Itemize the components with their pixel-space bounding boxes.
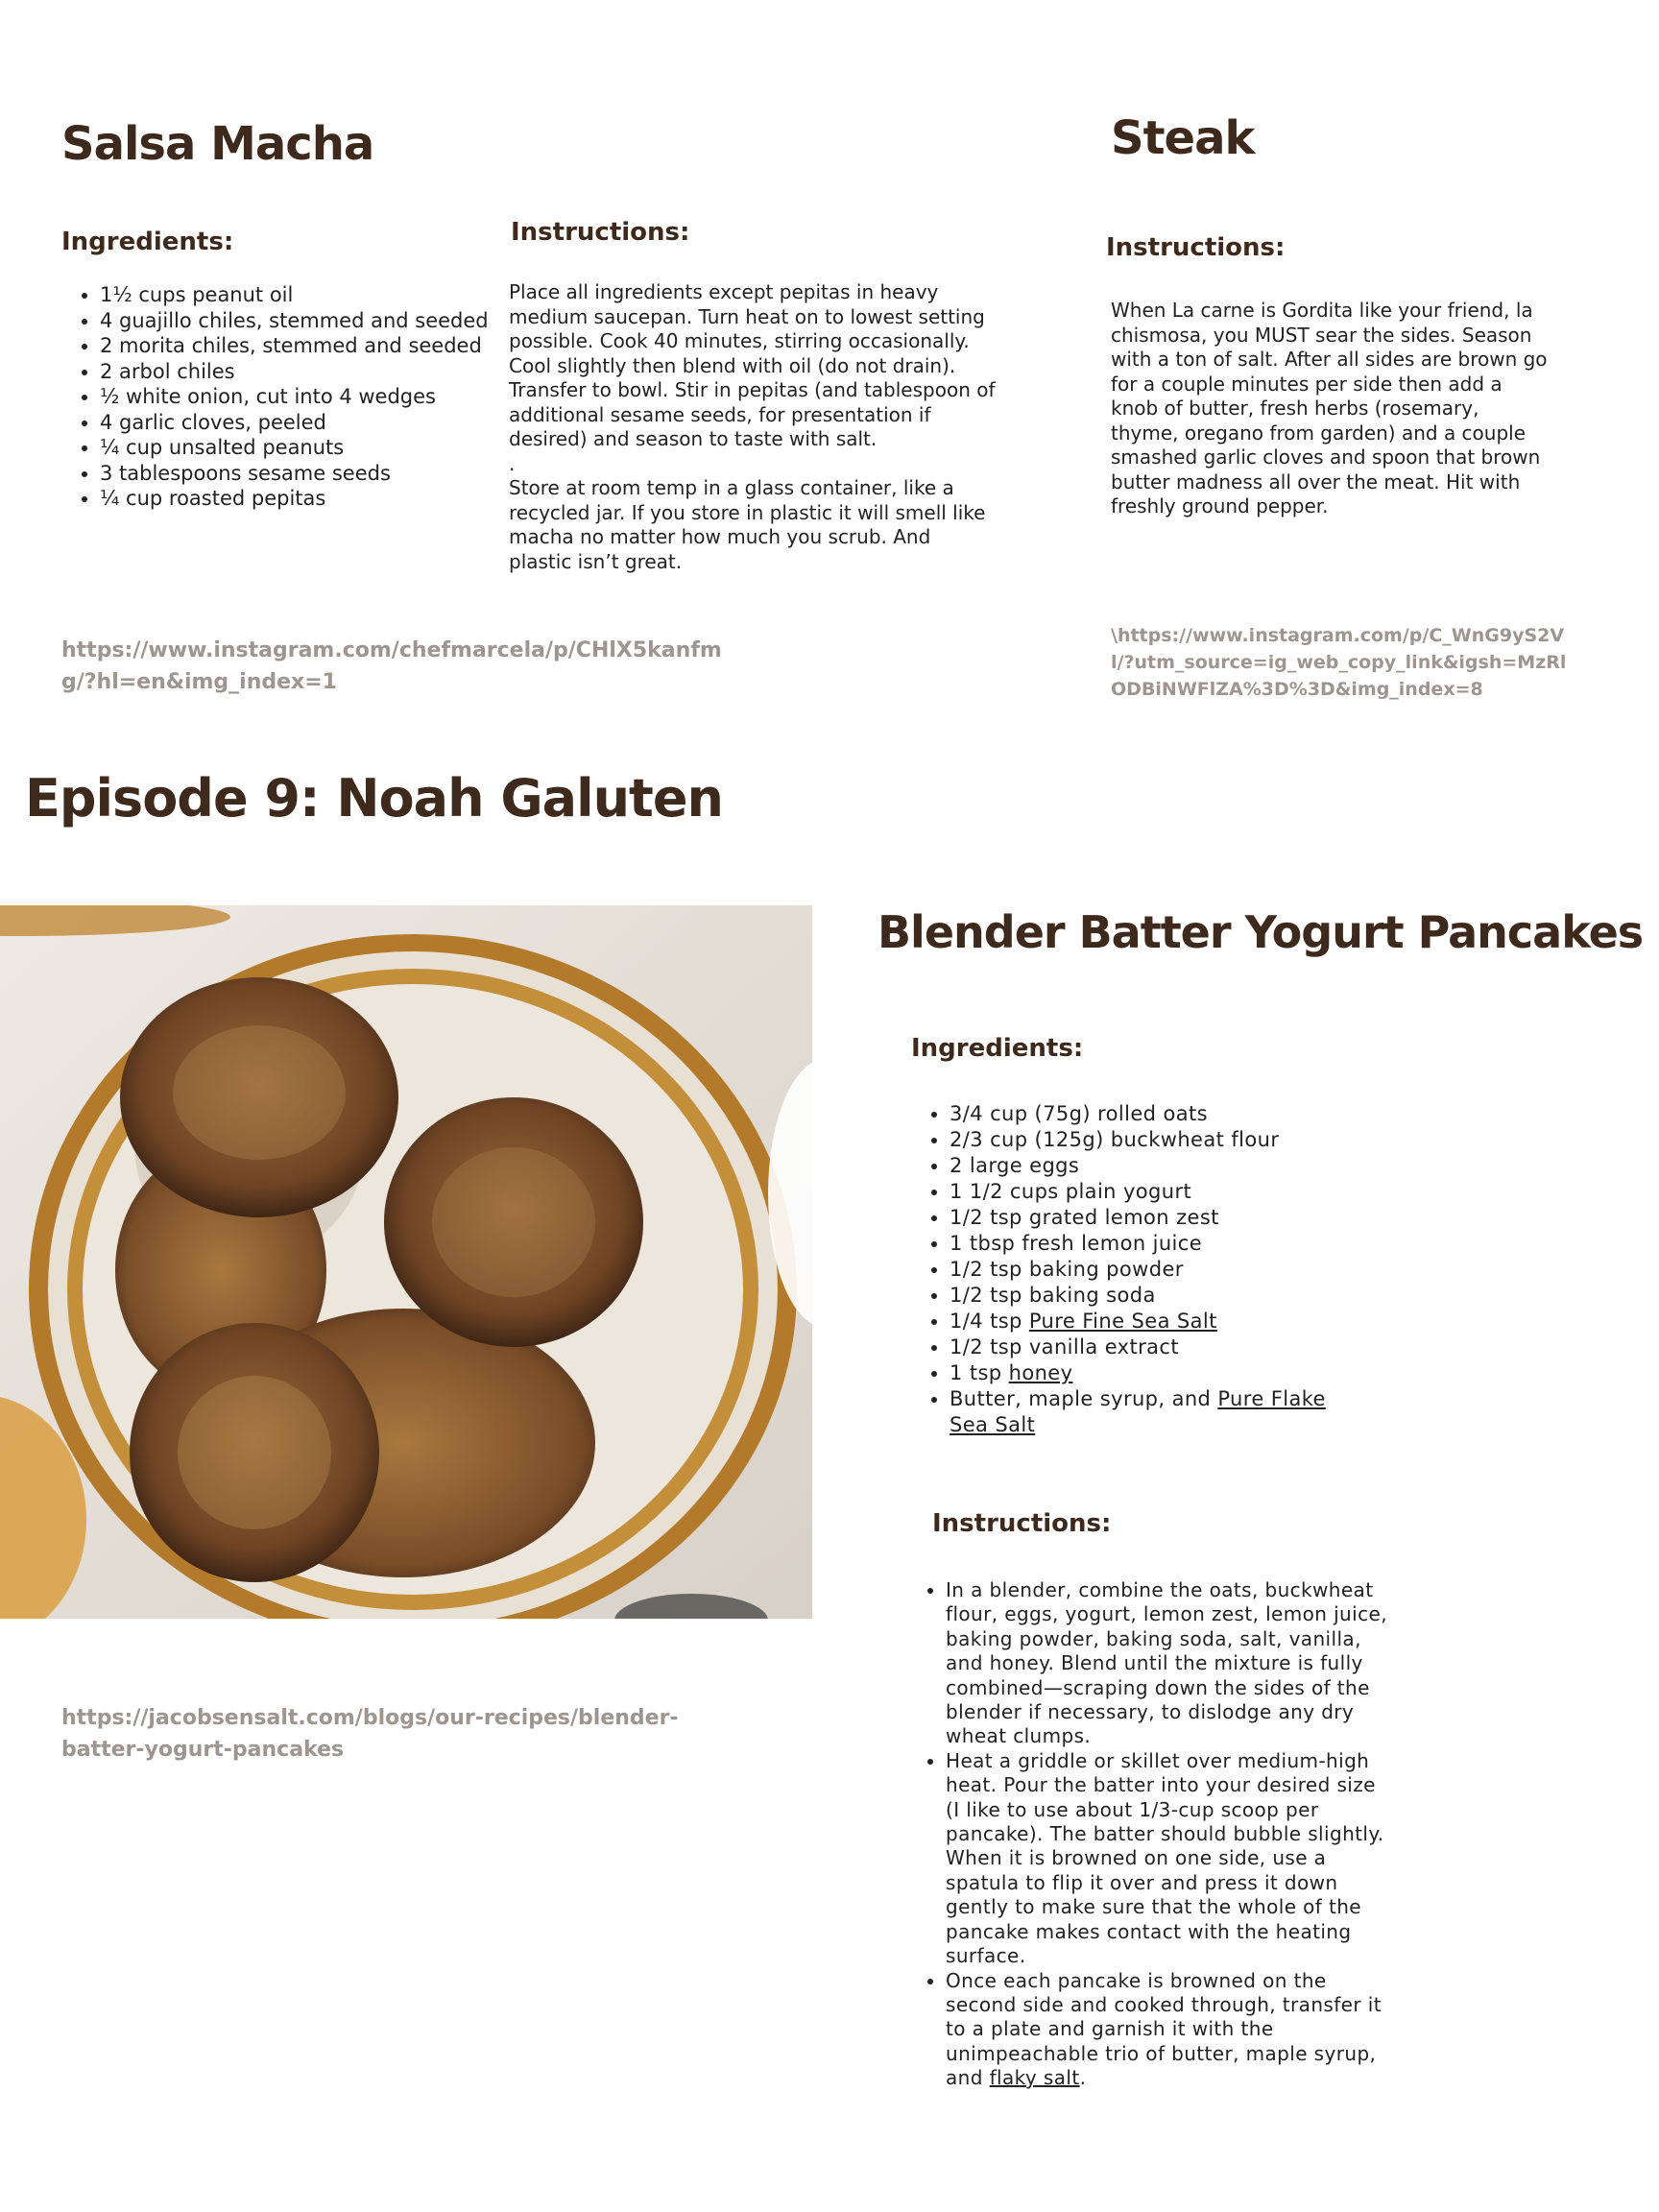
salsa-instructions <box>509 280 998 574</box>
list-item: • 1½ cups peanut oil <box>100 282 513 308</box>
honey-prefix: 1 tsp <box>950 1361 1009 1384</box>
list-item: • 1/2 tsp vanilla extract <box>950 1334 1334 1360</box>
salsa-instructions-p1: Place all ingredients except pepitas in heavy medium saucepan. Turn heat on to lowest setting possible. Cook 40 minutes, stirring occasionally. Cool slightly then blend with oil (do not drain). Transfer to bowl. Stir in pepitas (and tablespoon of additional sesame seeds, for presentation if desired) and season to taste with salt. <box>509 280 996 450</box>
list-item: • ¼ cup unsalted peanuts <box>100 435 513 461</box>
steak-instructions: When La carne is Gordita like your friend, la chismosa, you MUST sear the sides. Season with a ton of salt. After all sides are brown go for a couple minutes per side then add a knob of butter, fresh herbs (rosemary, thyme, oregano from garden) and a couple smashed garlic cloves and spoon that brown butter madness all over the meat. Hit with freshly ground pepper. <box>1111 299 1548 517</box>
pancakes-source-link[interactable]: https://jacobsensalt.com/blogs/our-recipes/blender-batter-yogurt-pancakes <box>61 1706 679 1762</box>
sea-salt-link[interactable]: Pure Fine Sea Salt <box>1028 1310 1217 1333</box>
list-item: • 1/2 tsp baking powder <box>950 1257 1334 1283</box>
list-item: • 1 tbsp fresh lemon juice <box>950 1231 1334 1257</box>
flaky-salt-link[interactable]: flaky salt <box>989 2066 1080 2090</box>
steak-source-link[interactable]: \https://www.instagram.com/p/C_WnG9yS2Vl/?utm_source=ig_web_copy_link&igsh=MzRlODBiNWFlZA%3D%3D&img_index=8 <box>1111 625 1567 700</box>
list-item: • 1/2 tsp grated lemon zest <box>950 1205 1334 1231</box>
list-item: • 1/2 tsp baking soda <box>950 1283 1334 1309</box>
pancakes-instructions-heading: Instructions: <box>932 1509 1112 1538</box>
list-item: • 2/3 cup (125g) buckwheat flour <box>950 1127 1334 1153</box>
pancakes-photo-illustration <box>0 905 812 1619</box>
step3-suffix: . <box>1079 2066 1087 2090</box>
steak-title: Steak <box>1111 111 1255 165</box>
instruction-step <box>946 1969 1387 2091</box>
honey-link[interactable]: honey <box>1008 1361 1073 1384</box>
pancakes-ingredients-heading: Ingredients: <box>911 1034 1084 1063</box>
salsa-ingredients-heading: Ingredients: <box>61 228 234 256</box>
list-item <box>950 1386 1334 1438</box>
episode-title: Episode 9: Noah Galuten <box>25 768 723 829</box>
salsa-instructions-p2: Store at room temp in a glass container, like a recycled jar. If you store in plastic it will smell like macha no matter how much you scrub. And plastic isn’t great. <box>509 476 986 573</box>
salsa-instructions-separator: . <box>509 451 516 475</box>
pancakes-ingredients-list <box>911 1101 1334 1438</box>
salsa-ingredients-list <box>61 282 513 512</box>
list-item: • 2 large eggs <box>950 1153 1334 1179</box>
salt-prefix: 1/4 tsp <box>950 1310 1029 1333</box>
list-item: • ½ white onion, cut into 4 wedges <box>100 384 513 410</box>
butter-prefix: Butter, maple syrup, and <box>950 1387 1218 1410</box>
instruction-step: • Heat a griddle or skillet over medium-high heat. Pour the batter into your desired size (I like to use about 1/3-cup scoop per pancake). The batter should bubble slightly. When it is browned on one side, use a spatula to flip it over and press it down gently to make sure that the whole of the pancake makes contact with the heating surface. <box>946 1749 1387 1969</box>
pancakes-title: Blender Batter Yogurt Pancakes <box>878 906 1644 958</box>
flake-salt-link[interactable]: Pure Flake Sea Salt <box>950 1387 1326 1436</box>
list-item: • 4 guajillo chiles, stemmed and seeded <box>100 308 513 334</box>
steak-instructions-heading: Instructions: <box>1106 233 1286 262</box>
list-item: • 3 tablespoons sesame seeds <box>100 461 513 487</box>
pancakes-instructions-list <box>907 1578 1387 2091</box>
list-item <box>950 1309 1334 1334</box>
salsa-instructions-heading: Instructions: <box>511 218 690 247</box>
list-item: • 2 arbol chiles <box>100 359 513 385</box>
list-item: • 1 1/2 cups plain yogurt <box>950 1179 1334 1205</box>
pancakes-photo <box>0 905 812 1619</box>
list-item: • 4 garlic cloves, peeled <box>100 410 513 436</box>
instruction-step: • In a blender, combine the oats, buckwheat flour, eggs, yogurt, lemon zest, lemon juice, baking powder, baking soda, salt, vanilla, and honey. Blend until the mixture is fully combined—scraping down the sides of the blender if necessary, to dislodge any dry wheat clumps. <box>946 1578 1387 1749</box>
list-item: • 3/4 cup (75g) rolled oats <box>950 1101 1334 1127</box>
list-item: • 2 morita chiles, stemmed and seeded <box>100 333 513 359</box>
salsa-source-link[interactable]: https://www.instagram.com/chefmarcela/p/CHlX5kanfmg/?hl=en&img_index=1 <box>61 638 722 694</box>
step3-text: Once each pancake is browned on the second side and cooked through, transfer it to a plate and garnish it with the unimpeachable trio of butter, maple syrup, and <box>946 1968 1382 2090</box>
list-item: • ¼ cup roasted pepitas <box>100 486 513 512</box>
salsa-title: Salsa Macha <box>61 117 374 171</box>
list-item <box>950 1360 1334 1386</box>
